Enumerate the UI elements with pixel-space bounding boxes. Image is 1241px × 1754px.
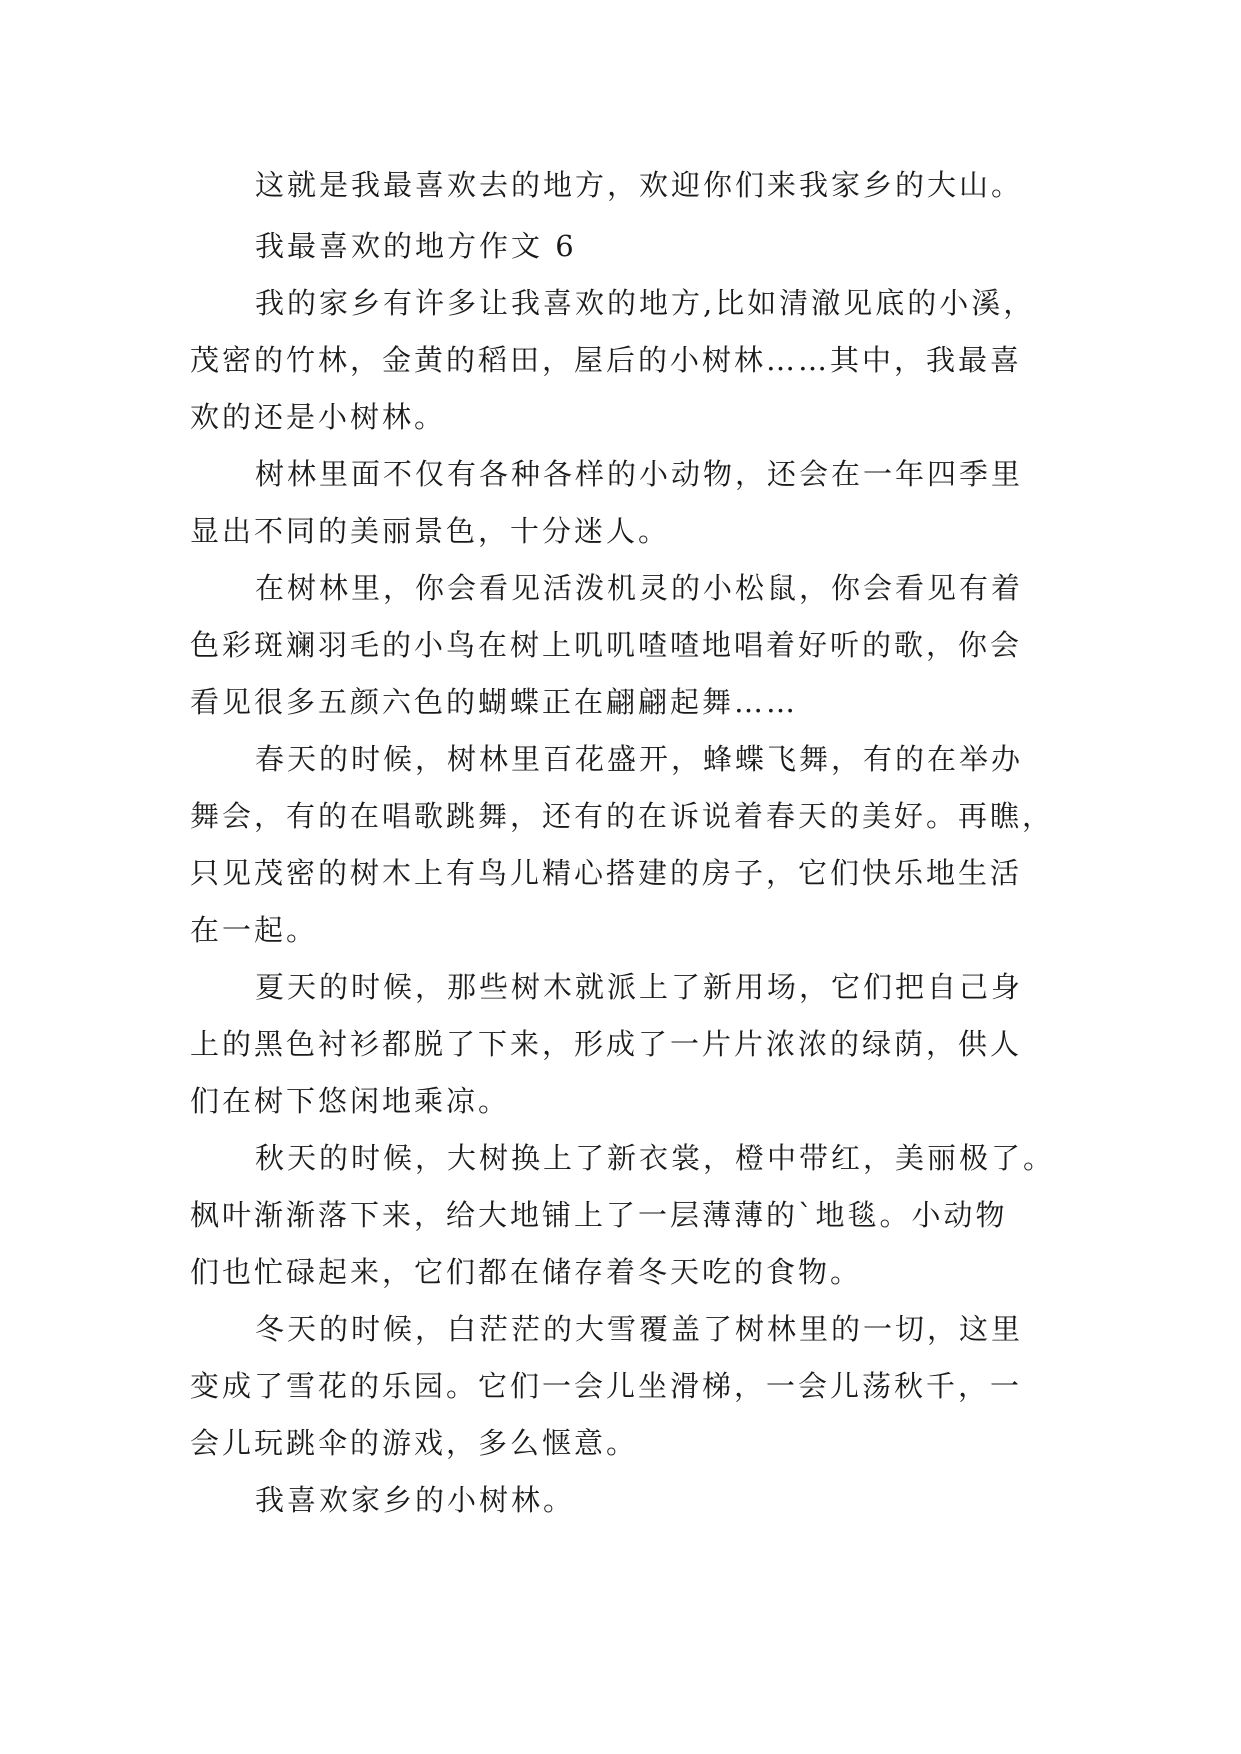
text-line: 树林里面不仅有各种各样的小动物，还会在一年四季里 <box>255 457 1024 491</box>
text-line: 显出不同的美丽景色，十分迷人。 <box>190 514 671 548</box>
text-line: 在树林里，你会看见活泼机灵的小松鼠，你会看见有着 <box>255 571 1024 605</box>
text-line: 变成了雪花的乐园。它们一会儿坐滑梯，一会儿荡秋千，一 <box>190 1369 1023 1403</box>
text-line: 欢的还是小树林。 <box>190 400 447 434</box>
text-line: 会儿玩跳伞的游戏，多么惬意。 <box>190 1426 639 1460</box>
section-heading: 我最喜欢的地方作文 6 <box>255 229 577 263</box>
text-line: 春天的时候，树林里百花盛开，蜂蝶飞舞，有的在举办 <box>255 742 1024 776</box>
text-line: 枫叶渐渐落下来，给大地铺上了一层薄薄的`地毯。小动物 <box>190 1198 1008 1232</box>
text-line: 舞会，有的在唱歌跳舞，还有的在诉说着春天的美好。再瞧， <box>190 799 1055 833</box>
text-line: 看见很多五颜六色的蝴蝶正在翩翩起舞…… <box>190 685 799 719</box>
text-line: 上的黑色衬衫都脱了下来，形成了一片片浓浓的绿荫，供人 <box>190 1027 1023 1061</box>
text-line: 们也忙碌起来，它们都在储存着冬天吃的食物。 <box>190 1255 863 1289</box>
text-line: 只见茂密的树木上有鸟儿精心搭建的房子，它们快乐地生活 <box>190 856 1023 890</box>
text-line: 茂密的竹林，金黄的稻田，屋后的小树林……其中，我最喜 <box>190 343 1023 377</box>
text-line: 我喜欢家乡的小树林。 <box>255 1483 576 1517</box>
text-line: 我的家乡有许多让我喜欢的地方,比如清澈见底的小溪， <box>255 286 1036 320</box>
text-line: 夏天的时候，那些树木就派上了新用场，它们把自己身 <box>255 970 1024 1004</box>
text-line: 秋天的时候，大树换上了新衣裳，橙中带红，美丽极了。 <box>255 1141 1056 1175</box>
text-line: 这就是我最喜欢去的地方，欢迎你们来我家乡的大山。 <box>255 168 1024 202</box>
text-line: 冬天的时候，白茫茫的大雪覆盖了树林里的一切，这里 <box>255 1312 1024 1346</box>
text-line: 在一起。 <box>190 913 319 947</box>
text-line: 们在树下悠闲地乘凉。 <box>190 1084 511 1118</box>
text-line: 色彩斑斓羽毛的小鸟在树上叽叽喳喳地唱着好听的歌，你会 <box>190 628 1023 662</box>
